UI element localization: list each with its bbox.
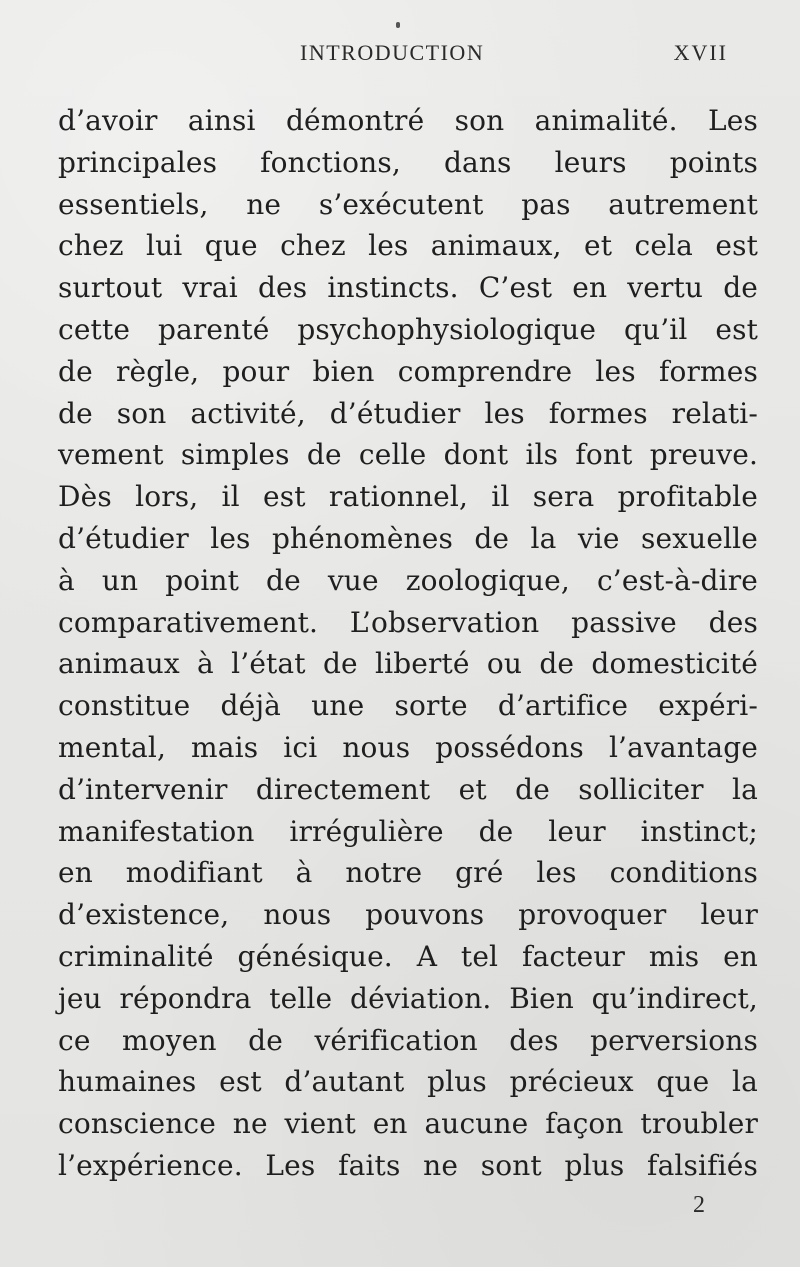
text-line: ce moyen de vérification des perversions: [58, 1023, 758, 1057]
text-line: criminalité génésique. A tel facteur mis en: [58, 939, 758, 973]
text-line: manifestation irrégulière de leur instinct;: [58, 814, 758, 848]
text-line: essentiels, ne s’exécutent pas autrement: [58, 187, 758, 221]
running-title: INTRODUCTION: [300, 40, 485, 65]
text-line: d’intervenir directement et de solliciter la: [58, 772, 758, 806]
text-line: d’étudier les phénomènes de la vie sexuelle: [58, 521, 758, 555]
ink-mark: [396, 22, 400, 28]
body-text: [58, 100, 758, 1187]
text-line: en modifiant à notre gré les conditions: [58, 856, 758, 890]
text-line: mental, mais ici nous possédons l’avantage: [58, 730, 758, 764]
signature-mark: 2: [693, 1192, 705, 1218]
page-number-roman: XVII: [673, 40, 728, 65]
text-line: humaines est d’autant plus précieux que la: [58, 1065, 758, 1099]
text-line: de règle, pour bien comprendre les formes: [58, 354, 758, 388]
text-line: d’avoir ainsi démontré son animalité. Les: [58, 104, 758, 137]
running-head: [0, 40, 800, 72]
text-line: constitue déjà une sorte d’artifice expéri-: [58, 689, 758, 723]
text-line: vement simples de celle dont ils font preuve.: [58, 438, 758, 472]
text-line: conscience ne vient en aucune façon troubler: [58, 1107, 758, 1141]
text-line: Dès lors, il est rationnel, il sera profitable: [58, 480, 758, 514]
text-line: à un point de vue zoologique, c’est-à-dire: [58, 563, 758, 597]
text-line: surtout vrai des instincts. C’est en vertu de: [58, 271, 758, 305]
text-line: comparativement. L’observation passive des: [58, 605, 758, 639]
text-line: principales fonctions, dans leurs points: [58, 145, 758, 179]
text-line: chez lui que chez les animaux, et cela est: [58, 229, 758, 263]
text-line: de son activité, d’étudier les formes relati-: [58, 396, 758, 430]
text-line: cette parenté psychophysiologique qu’il est: [58, 312, 758, 346]
text-line: animaux à l’état de liberté ou de domesticité: [58, 647, 758, 681]
text-line: d’existence, nous pouvons provoquer leur: [58, 898, 758, 932]
text-line: l’expérience. Les faits ne sont plus falsifiés: [58, 1148, 758, 1182]
text-line: jeu répondra telle déviation. Bien qu’indirect,: [58, 981, 758, 1015]
